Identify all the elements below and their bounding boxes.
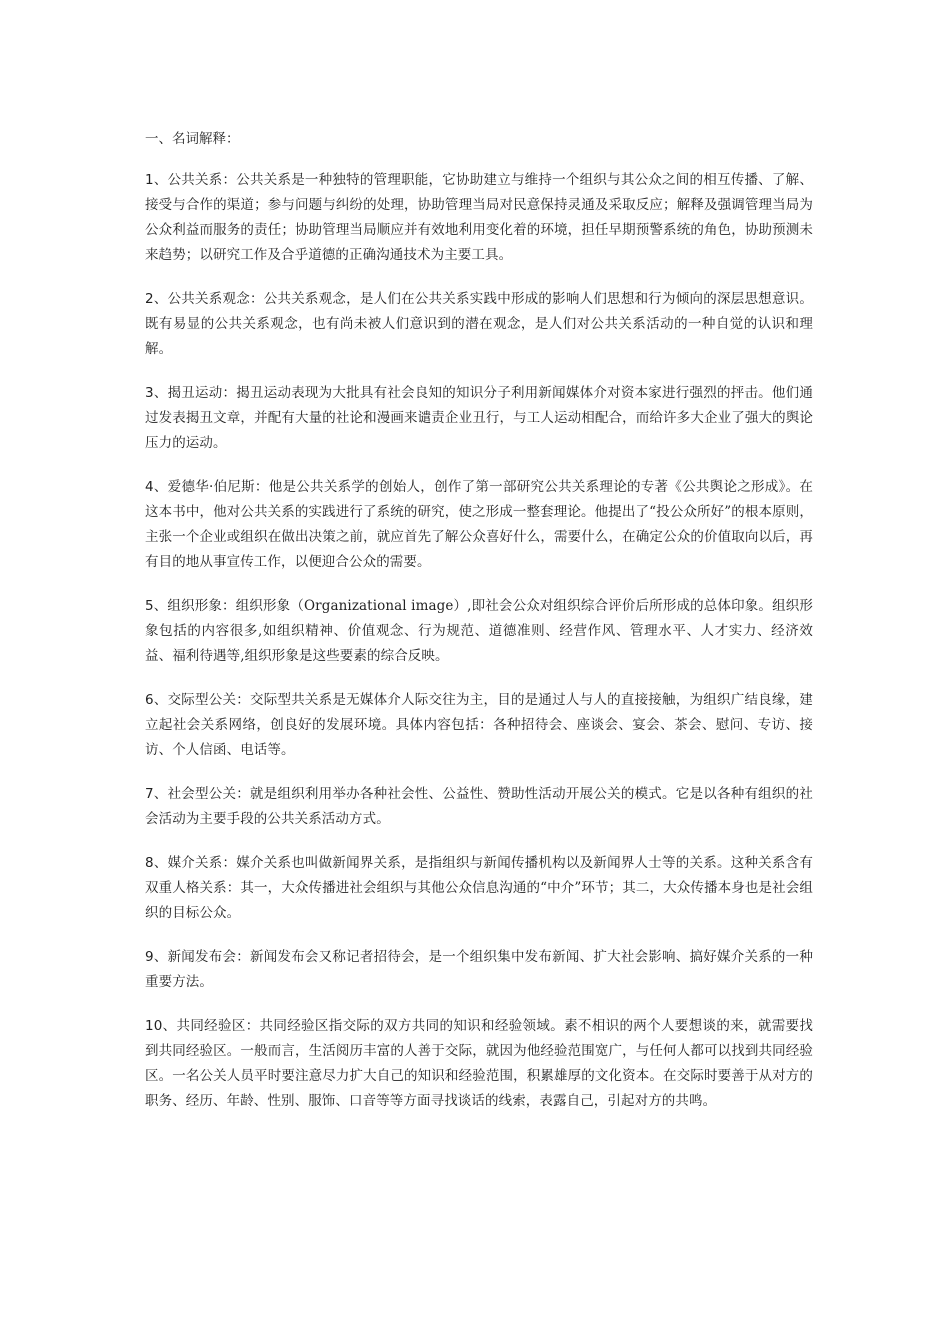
entry-text: 、组织形象：组织形象（Organizational image）,即社会公众对组织综合评价后所形成的总体印象。组织形象包括的内容很多,如组织精神、价值观念、行为规范、道德准则、经营作风、管理水平、人才实力、经济效益、福利待遇等,组织形象是这些要素的综合反映。 [145, 598, 813, 664]
entry-number: 7 [145, 786, 154, 802]
entry-text: 、共同经验区：共同经验区指交际的双方共同的知识和经验领域。素不相识的两个人要想谈的来，就需要找到共同经验区。一般而言，生活阅历丰富的人善于交际，就因为他经验范围宽广，与任何人都可以找到共同经验区。一名公关人员平时要注意尽力扩大自己的知识和经验范围，积累雄厚的文化资本。在交际时要善于从对方的职务、经历、年龄、性别、服饰、口音等等方面寻找谈话的线索，表露自己，引起对方的共鸣。 [145, 1018, 813, 1109]
definition-entry-10 [145, 1014, 813, 1114]
entry-text: 、公共关系：公共关系是一种独特的管理职能，它协助建立与维持一个组织与其公众之间的相互传播、了解、接受与合作的渠道；参与问题与纠纷的处理，协助管理当局对民意保持灵通及采取反应；解释及强调管理当局为公众利益而服务的责任；协助管理当局顺应并有效地利用变化着的环境，担任早期预警系统的角色，协助预测未来趋势；以研究工作及合乎道德的正确沟通技术为主要工具。 [145, 172, 813, 263]
entry-text: 、新闻发布会：新闻发布会又称记者招待会，是一个组织集中发布新闻、扩大社会影响、搞好媒介关系的一种重要方法。 [145, 949, 813, 990]
entry-number: 3 [145, 385, 154, 401]
definition-entry-2 [145, 287, 813, 362]
entry-number: 6 [145, 692, 154, 708]
entry-number: 8 [145, 855, 154, 871]
definition-entry-1 [145, 168, 813, 268]
definition-entry-8 [145, 851, 813, 926]
entry-number: 10 [145, 1018, 163, 1034]
definition-entry-6 [145, 688, 813, 763]
entry-text: 、社会型公关：就是组织利用举办各种社会性、公益性、赞助性活动开展公关的模式。它是以各种有组织的社会活动为主要手段的公共关系活动方式。 [145, 786, 813, 827]
definition-entry-7 [145, 782, 813, 832]
document-page [145, 126, 813, 1133]
entry-text: 、公共关系观念：公共关系观念，是人们在公共关系实践中形成的影响人们思想和行为倾向的深层思想意识。既有易显的公共关系观念，也有尚未被人们意识到的潜在观念，是人们对公共关系活动的一种自觉的认识和理解。 [145, 291, 813, 357]
entry-number: 2 [145, 291, 154, 307]
definition-entry-5 [145, 594, 813, 669]
definition-entry-4 [145, 475, 813, 575]
entry-text: 、媒介关系：媒介关系也叫做新闻界关系，是指组织与新闻传播机构以及新闻界人士等的关系。这种关系含有双重人格关系：其一，大众传播进社会组织与其他公众信息沟通的“中介”环节；其二，大众传播本身也是社会组织的目标公众。 [145, 855, 813, 921]
entry-number: 4 [145, 479, 154, 495]
definition-entry-3 [145, 381, 813, 456]
definition-entry-9 [145, 945, 813, 995]
entry-text: 、交际型公关：交际型共关系是无媒体介人际交往为主，目的是通过人与人的直接接触，为组织广结良缘，建立起社会关系网络，创良好的发展环境。具体内容包括：各种招待会、座谈会、宴会、茶会、慰问、专访、接访、个人信函、电话等。 [145, 692, 813, 758]
entry-number: 9 [145, 949, 154, 965]
entry-number: 1 [145, 172, 154, 188]
section-heading: 一、名词解释： [145, 131, 240, 147]
entry-text: 、爱德华·伯尼斯：他是公共关系学的创始人，创作了第一部研究公共关系理论的专著《公共舆论之形成》。在这本书中，他对公共关系的实践进行了系统的研究，使之形成一整套理论。他提出了“投公众所好”的根本原则，主张一个企业或组织在做出决策之前，就应首先了解公众喜好什么，需要什么，在确定公众的价值取向以后，再有目的地从事宣传工作，以便迎合公众的需要。 [145, 479, 813, 570]
entry-text: 、揭丑运动：揭丑运动表现为大批具有社会良知的知识分子利用新闻媒体介对资本家进行强烈的抨击。他们通过发表揭丑文章，并配有大量的社论和漫画来谴责企业丑行，与工人运动相配合，而给许多大企业了强大的舆论压力的运动。 [145, 385, 813, 451]
entry-number: 5 [145, 598, 154, 614]
